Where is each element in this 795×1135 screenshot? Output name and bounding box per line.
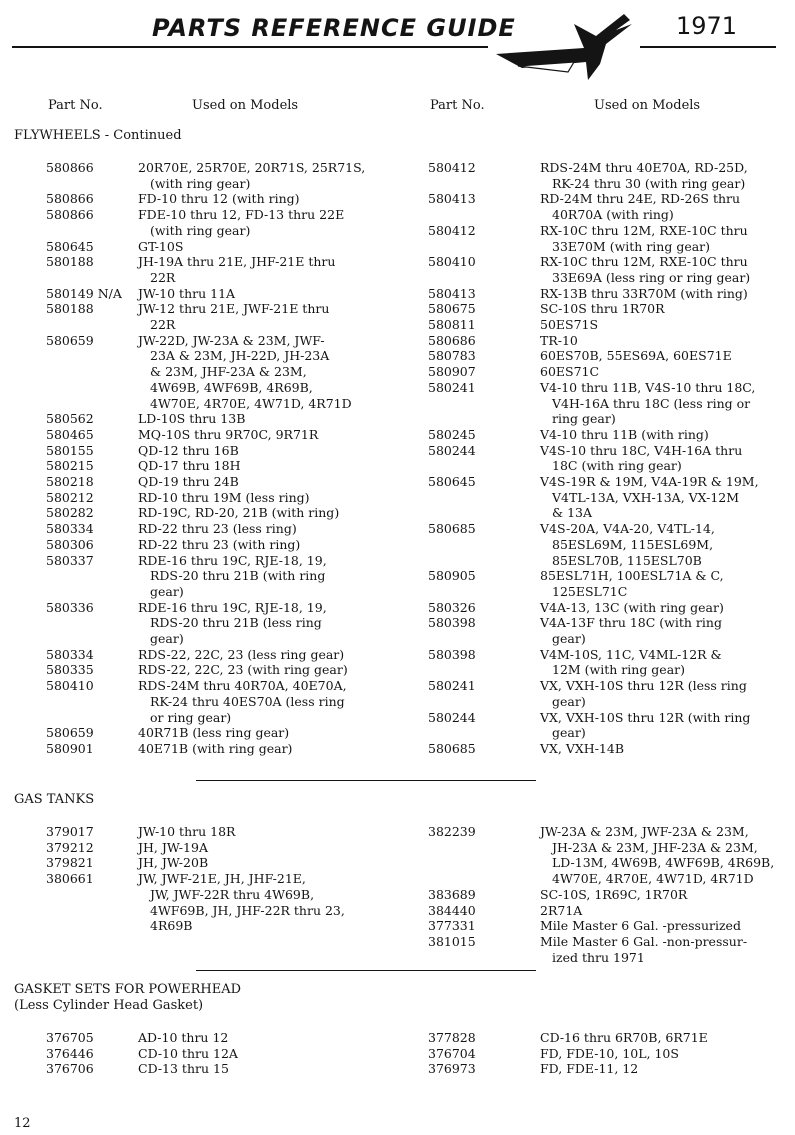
arrowhead-logo-icon (492, 10, 642, 82)
model-line: AD-10 thru 12 (138, 1030, 229, 1045)
part-number: 580783 (428, 348, 476, 364)
model-line: RD-22 thru 23 (with ring) (138, 536, 301, 552)
model-line: gear) (150, 631, 184, 646)
part-number: 580282 (46, 505, 94, 521)
part-number: 382239 (428, 824, 476, 839)
model-line: RDE-16 thru 19C, RJE-18, 19, (138, 599, 327, 615)
model-line: QD-19 thru 24B (138, 474, 239, 489)
model-line: RD-22 thru 23 (less ring) (138, 521, 297, 537)
section-divider (196, 780, 536, 781)
model-line: RD-24M thru 24E, RD-26S thru (540, 191, 741, 207)
part-number: 580398 (428, 615, 476, 631)
part-number: 580398 (428, 646, 476, 662)
part-number: 376446 (46, 1045, 94, 1061)
model-line: 40R71B (less ring gear) (138, 725, 290, 741)
part-number: 580866 (46, 191, 94, 207)
part-number: 580412 (428, 222, 476, 238)
column-header-part-no-right: Part No. (430, 98, 485, 113)
section-title: FLYWHEELS - Continued (14, 128, 182, 143)
model-line: ring gear) (552, 411, 616, 427)
model-line: RK-24 thru 30 (with ring gear) (552, 175, 746, 191)
part-number: 580215 (46, 458, 94, 474)
model-line: LD-13M, 4W69B, 4WF69B, 4R69B, (552, 855, 775, 871)
model-line: gear) (552, 693, 586, 709)
page-title: PARTS REFERENCE GUIDE (152, 14, 516, 42)
model-line: RX-10C thru 12M, RXE-10C thru (540, 254, 748, 270)
page-number: 12 (14, 1116, 31, 1131)
model-line: V4A-13, 13C (with ring gear) (540, 599, 724, 615)
model-line: RD-10 thru 19M (less ring) (138, 489, 310, 505)
model-line: 40R70A (with ring) (552, 207, 674, 223)
part-number: 580685 (428, 521, 476, 537)
model-line: FD, FDE-10, 10L, 10S (540, 1045, 679, 1061)
model-line: gear) (552, 725, 586, 741)
model-line: FDE-10 thru 12, FD-13 thru 22E (138, 207, 345, 223)
column-header-models-left: Used on Models (192, 98, 299, 113)
model-line: 4W70E, 4R70E, 4W71D, 4R71D (150, 395, 352, 411)
model-line: JH, JW-19A (138, 839, 208, 855)
model-line: gear) (150, 583, 184, 599)
part-number: 580244 (428, 709, 476, 725)
part-number: 377331 (428, 918, 476, 934)
part-number: 580188 (46, 254, 94, 270)
model-line: JW-10 thru 18R (138, 824, 236, 839)
model-line: JH-23A & 23M, JHF-23A & 23M, (552, 839, 758, 855)
model-line: 22R (150, 269, 176, 285)
model-line: V4-10 thru 11B, V4S-10 thru 18C, (540, 379, 756, 395)
model-line: RDS-22, 22C, 23 (with ring gear) (138, 662, 348, 678)
model-line: Mile Master 6 Gal. -non-pressur- (540, 933, 748, 949)
section-divider (196, 970, 536, 971)
model-line: GT-10S (138, 238, 184, 254)
model-line: RDS-20 thru 21B (less ring (150, 615, 322, 631)
part-number: 580465 (46, 426, 94, 442)
model-line: V4S-20A, V4A-20, V4TL-14, (540, 521, 715, 537)
model-line: V4-10 thru 11B (with ring) (540, 426, 709, 442)
model-line: 4R69B (150, 918, 193, 934)
model-line: RDE-16 thru 19C, RJE-18, 19, (138, 552, 327, 568)
model-line: 60ES71C (540, 364, 600, 380)
model-line: 125ESL71C (552, 583, 628, 599)
part-number: 580241 (428, 379, 476, 395)
model-line: or ring gear) (150, 709, 232, 725)
page-year: 1971 (676, 12, 738, 40)
model-line: RDS-24M thru 40E70A, RD-25D, (540, 160, 748, 175)
part-number: 379821 (46, 855, 94, 871)
part-number: 580645 (46, 238, 94, 254)
model-line: JW-22D, JW-23A & 23M, JWF- (138, 332, 325, 348)
model-line: 22R (150, 317, 176, 332)
header-rule (12, 46, 488, 48)
part-number: 580811 (428, 317, 476, 332)
part-number: 580218 (46, 474, 94, 489)
model-line: gear) (552, 631, 586, 646)
model-line: QD-12 thru 16B (138, 442, 239, 458)
part-number: 580686 (428, 332, 476, 348)
part-number: 580413 (428, 191, 476, 207)
part-number: 580413 (428, 285, 476, 301)
model-line: & 13A (552, 505, 593, 521)
part-number: 580155 (46, 442, 94, 458)
part-number: 379212 (46, 839, 94, 855)
model-line: JH, JW-20B (138, 855, 209, 871)
model-line: JW, JWF-21E, JH, JHF-21E, (138, 871, 306, 887)
part-number: 379017 (46, 824, 94, 839)
model-line: 85ESL69M, 115ESL69M, (552, 536, 714, 552)
header-rule-right (640, 46, 776, 48)
model-line: VX, VXH-14B (540, 740, 625, 756)
model-line: V4H-16A thru 18C (less ring or (552, 395, 751, 411)
part-number: 580659 (46, 725, 94, 741)
part-number: 376705 (46, 1030, 94, 1045)
model-line: SC-10S thru 1R70R (540, 301, 665, 317)
part-number: 580334 (46, 521, 94, 537)
model-line: 85ESL70B, 115ESL70B (552, 552, 702, 568)
part-number: 580410 (46, 678, 94, 694)
model-line: JW, JWF-22R thru 4W69B, (150, 886, 315, 902)
model-line: 4W70E, 4R70E, 4W71D, 4R71D (552, 871, 754, 887)
model-line: 50ES71S (540, 317, 599, 332)
model-line: RD-19C, RD-20, 21B (with ring) (138, 505, 340, 521)
model-line: CD-10 thru 12A (138, 1045, 238, 1061)
section-title: GAS TANKS (14, 792, 95, 807)
model-line: LD-10S thru 13B (138, 411, 246, 427)
part-number: 580685 (428, 740, 476, 756)
part-number: 580188 (46, 301, 94, 317)
part-number: 376706 (46, 1061, 94, 1077)
model-line: V4S-10 thru 18C, V4H-16A thru (540, 442, 743, 458)
part-number: 580562 (46, 411, 94, 427)
model-line: VX, VXH-10S thru 12R (less ring (540, 678, 747, 694)
model-line: MQ-10S thru 9R70C, 9R71R (138, 426, 319, 442)
model-line: CD-13 thru 15 (138, 1061, 229, 1077)
part-number: 580645 (428, 474, 476, 489)
model-line: 4W69B, 4WF69B, 4R69B, (150, 379, 313, 395)
part-number: 580326 (428, 599, 476, 615)
part-number: 580245 (428, 426, 476, 442)
model-line: JH-19A thru 21E, JHF-21E thru (138, 254, 336, 270)
part-number: 580334 (46, 646, 94, 662)
part-number: 383689 (428, 886, 476, 902)
part-number: 580336 (46, 599, 94, 615)
model-line: JW-23A & 23M, JWF-23A & 23M, (540, 824, 749, 839)
model-line: 60ES70B, 55ES69A, 60ES71E (540, 348, 732, 364)
part-number: 580244 (428, 442, 476, 458)
part-number: 580901 (46, 740, 94, 756)
part-number: 580306 (46, 536, 94, 552)
model-line: RDS-22, 22C, 23 (less ring gear) (138, 646, 345, 662)
part-number: 580905 (428, 568, 476, 584)
part-number: 580866 (46, 160, 94, 175)
model-line: JW-10 thru 11A (138, 285, 236, 301)
model-line: ized thru 1971 (552, 949, 645, 965)
part-number: 580675 (428, 301, 476, 317)
part-number: 380661 (46, 871, 94, 887)
part-number: 376704 (428, 1045, 476, 1061)
model-line: CD-16 thru 6R70B, 6R71E (540, 1030, 708, 1045)
part-number: 580907 (428, 364, 476, 380)
part-number: 580335 (46, 662, 94, 678)
model-line: V4TL-13A, VXH-13A, VX-12M (552, 489, 740, 505)
model-line: RK-24 thru 40ES70A (less ring (150, 693, 345, 709)
model-line: VX, VXH-10S thru 12R (with ring (540, 709, 751, 725)
model-line: (with ring gear) (150, 175, 251, 191)
model-line: RX-10C thru 12M, RXE-10C thru (540, 222, 748, 238)
model-line: 2R71A (540, 902, 583, 918)
model-line: SC-10S, 1R69C, 1R70R (540, 886, 688, 902)
model-line: QD-17 thru 18H (138, 458, 241, 474)
model-line: 12M (with ring gear) (552, 662, 686, 678)
part-number: 381015 (428, 933, 476, 949)
model-line: RX-13B thru 33R70M (with ring) (540, 285, 748, 301)
model-line: 85ESL71H, 100ESL71A & C, (540, 568, 724, 584)
model-line: 40E71B (with ring gear) (138, 740, 293, 756)
model-line: (with ring gear) (150, 222, 251, 238)
model-line: 4WF69B, JH, JHF-22R thru 23, (150, 902, 345, 918)
part-number: 580866 (46, 207, 94, 223)
part-number: 580149 N/A (46, 285, 122, 301)
model-line: RDS-24M thru 40R70A, 40E70A, (138, 678, 347, 694)
model-line: FD-10 thru 12 (with ring) (138, 191, 300, 207)
model-line: 18C (with ring gear) (552, 458, 682, 474)
part-number: 377828 (428, 1030, 476, 1045)
model-line: V4A-13F thru 18C (with ring (540, 615, 722, 631)
column-header-part-no-left: Part No. (48, 98, 103, 113)
part-number: 376973 (428, 1061, 476, 1077)
part-number: 580337 (46, 552, 94, 568)
model-line: JW-12 thru 21E, JWF-21E thru (138, 301, 330, 317)
section-title: GASKET SETS FOR POWERHEAD (14, 982, 242, 997)
model-line: FD, FDE-11, 12 (540, 1061, 639, 1077)
model-line: V4M-10S, 11C, V4ML-12R & (540, 646, 722, 662)
model-line: 23A & 23M, JH-22D, JH-23A (150, 348, 330, 364)
model-line: 33E69A (less ring or ring gear) (552, 269, 751, 285)
part-number: 580241 (428, 678, 476, 694)
part-number: 580412 (428, 160, 476, 175)
model-line: TR-10 (540, 332, 578, 348)
model-line: & 23M, JHF-23A & 23M, (150, 364, 307, 380)
model-line: 20R70E, 25R70E, 20R71S, 25R71S, (138, 160, 366, 175)
part-number: 580659 (46, 332, 94, 348)
model-line: RDS-20 thru 21B (with ring (150, 568, 326, 584)
section-title: (Less Cylinder Head Gasket) (14, 998, 204, 1013)
column-header-models-right: Used on Models (594, 98, 701, 113)
part-number: 384440 (428, 902, 476, 918)
model-line: 33E70M (with ring gear) (552, 238, 711, 254)
part-number: 580410 (428, 254, 476, 270)
part-number: 580212 (46, 489, 94, 505)
model-line: V4S-19R & 19M, V4A-19R & 19M, (540, 474, 759, 489)
model-line: Mile Master 6 Gal. -pressurized (540, 918, 741, 934)
